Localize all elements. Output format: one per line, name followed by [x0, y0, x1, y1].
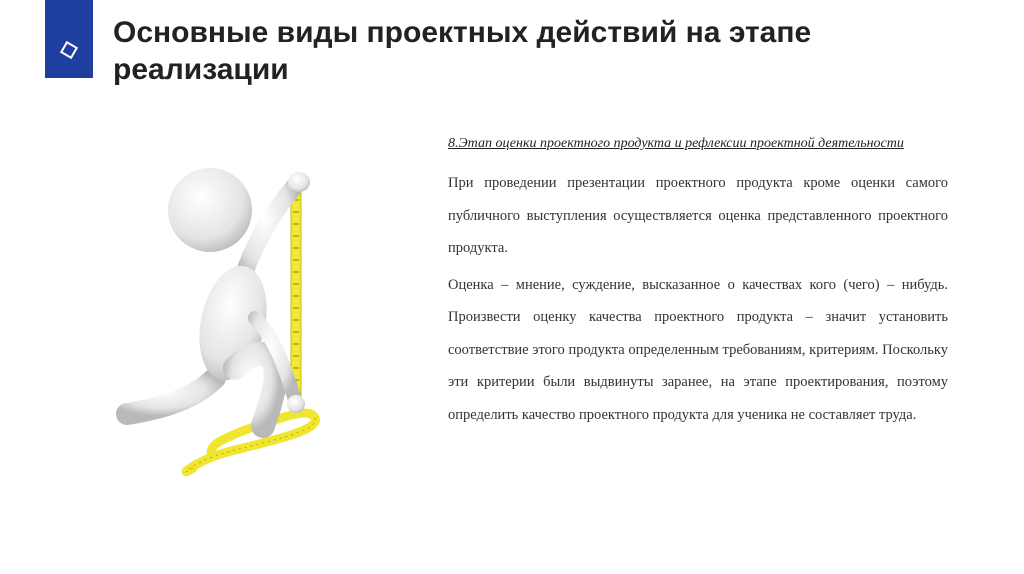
diamond-outline-icon [57, 38, 81, 62]
slide-title: Основные виды проектных действий на этапе реализации [113, 16, 812, 86]
content-block [448, 128, 948, 435]
paragraph: При проведении презентации проектного продукта кроме оценки самого публичного выступления осуществляется оценка представленного проектного продукта. [448, 175, 948, 256]
accent-bar [45, 0, 93, 78]
paragraph: Оценка – мнение, суждение, высказанное о качествах кого (чего) – нибудь. Произвести оценку качества проектного продукта – значит установить соответствие этого продукта определенным требованиям, критериям. Поскольку эти критерии были выдвинуты заранее, на этапе проектирования, поэтому определить качество проектного продукта для ученика не составляет труда. [448, 276, 948, 423]
stage-heading: 8.Этап оценки проектного продукта и рефлексии проектной деятельности [448, 136, 904, 151]
figure-with-measuring-tape-icon [115, 168, 330, 480]
